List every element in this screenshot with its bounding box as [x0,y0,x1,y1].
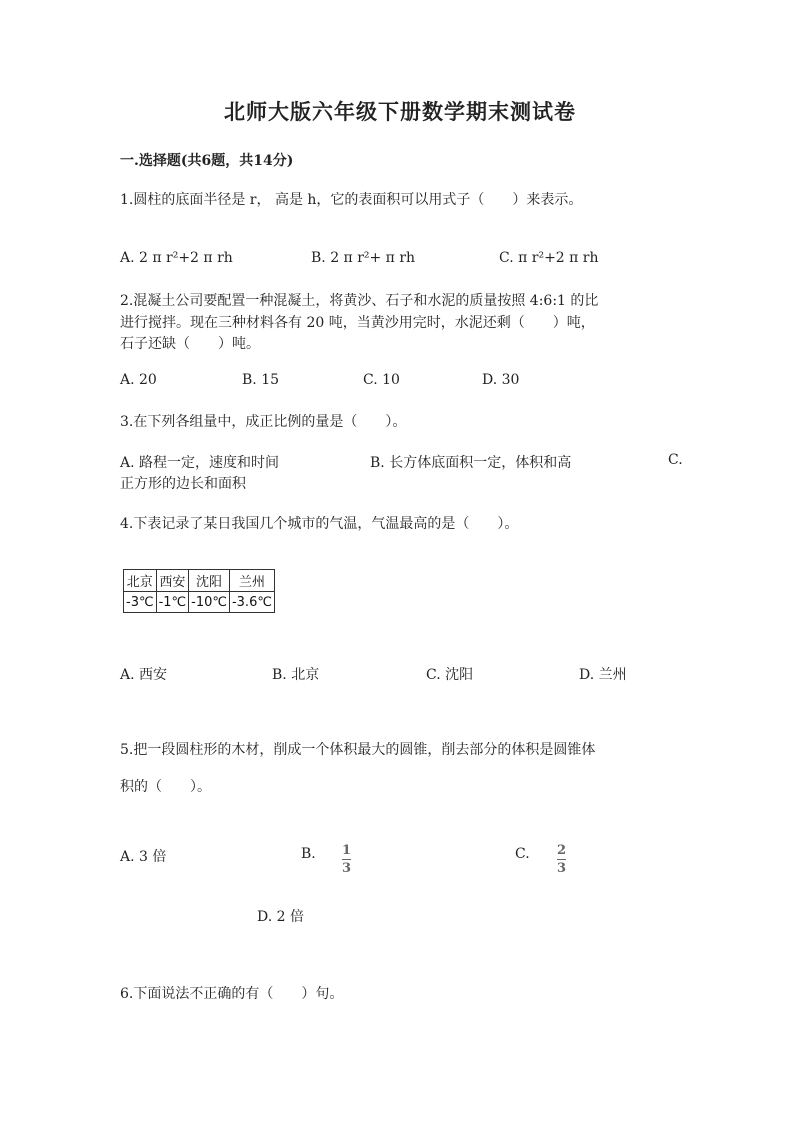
fraction-two-thirds [557,839,566,875]
question-3-option-a: A. 路程一定，速度和时间 [120,455,280,471]
table-cell-temp: -1℃ [156,592,189,613]
table-cell-city: 兰州 [229,570,274,592]
question-3-stem: 3.在下列各组量中，成正比例的量是（ ）。 [120,414,407,430]
fraction-denominator: 3 [557,861,567,876]
question-5-option-c-label: C. [515,846,530,862]
table-cell-city: 西安 [156,570,189,592]
question-4-option-d: D. 兰州 [579,667,627,683]
fraction-numerator: 1 [342,843,352,858]
table-cell-temp: -3℃ [124,592,157,613]
question-2-option-b: B. 15 [242,372,280,388]
question-2-line-3: 石子还缺（ ）吨。 [120,336,260,352]
table-cell-temp: -3.6℃ [229,592,274,613]
fraction-numerator: 2 [557,843,567,858]
table-cell-temp: -10℃ [189,592,230,613]
question-2-line-2: 进行搅拌。现在三种材料各有 20 吨，当黄沙用完时，水泥还剩（ ）吨， [120,315,595,331]
question-1-option-c: C. π r²+2 π rh [499,250,599,266]
question-1-stem: 1.圆柱的底面半径是 r， 高是 h，它的表面积可以用式子（ ）来表示。 [120,192,583,208]
question-3-option-c-text: 正方形的边长和面积 [120,476,246,492]
question-1-option-b: B. 2 π r²+ π rh [311,250,416,266]
question-5-option-a: A. 3 倍 [120,849,167,865]
section-heading: 一.选择题(共6题，共14分) [120,153,294,169]
temperature-table [123,569,275,613]
temperature-table-header-row [124,570,275,592]
question-5-line-1: 5.把一段圆柱形的木材，削成一个体积最大的圆锥，削去部分的体积是圆锥体 [120,742,596,758]
question-4-option-a: A. 西安 [120,667,168,683]
fraction-bar [342,859,351,860]
question-4-option-b: B. 北京 [272,667,320,683]
question-5-option-d: D. 2 倍 [257,909,304,925]
question-4-option-c: C. 沈阳 [426,667,474,683]
question-5-option-b-label: B. [301,846,316,862]
question-6-stem: 6.下面说法不正确的有（ ）句。 [120,986,344,1002]
question-5-line-2: 积的（ ）。 [120,779,211,795]
question-4-stem: 4.下表记录了某日我国几个城市的气温，气温最高的是（ ）。 [120,516,519,532]
table-cell-city: 沈阳 [189,570,230,592]
table-cell-city: 北京 [124,570,157,592]
question-2-line-1: 2.混凝土公司要配置一种混凝土，将黄沙、石子和水泥的质量按照 4:6:1 的比 [120,293,599,309]
question-1-option-a: A. 2 π r²+2 π rh [120,250,233,266]
fraction-one-third [342,839,351,875]
question-2-option-a: A. 20 [120,372,157,388]
fraction-bar [557,859,566,860]
temperature-table-value-row [124,592,275,613]
question-3-option-c: C. [668,452,683,468]
page-title: 北师大版六年级下册数学期末测试卷 [224,99,576,124]
question-3-option-b: B. 长方体底面积一定，体积和高 [370,455,572,471]
question-2-option-d: D. 30 [482,372,520,388]
fraction-denominator: 3 [342,861,352,876]
question-2-option-c: C. 10 [363,372,400,388]
